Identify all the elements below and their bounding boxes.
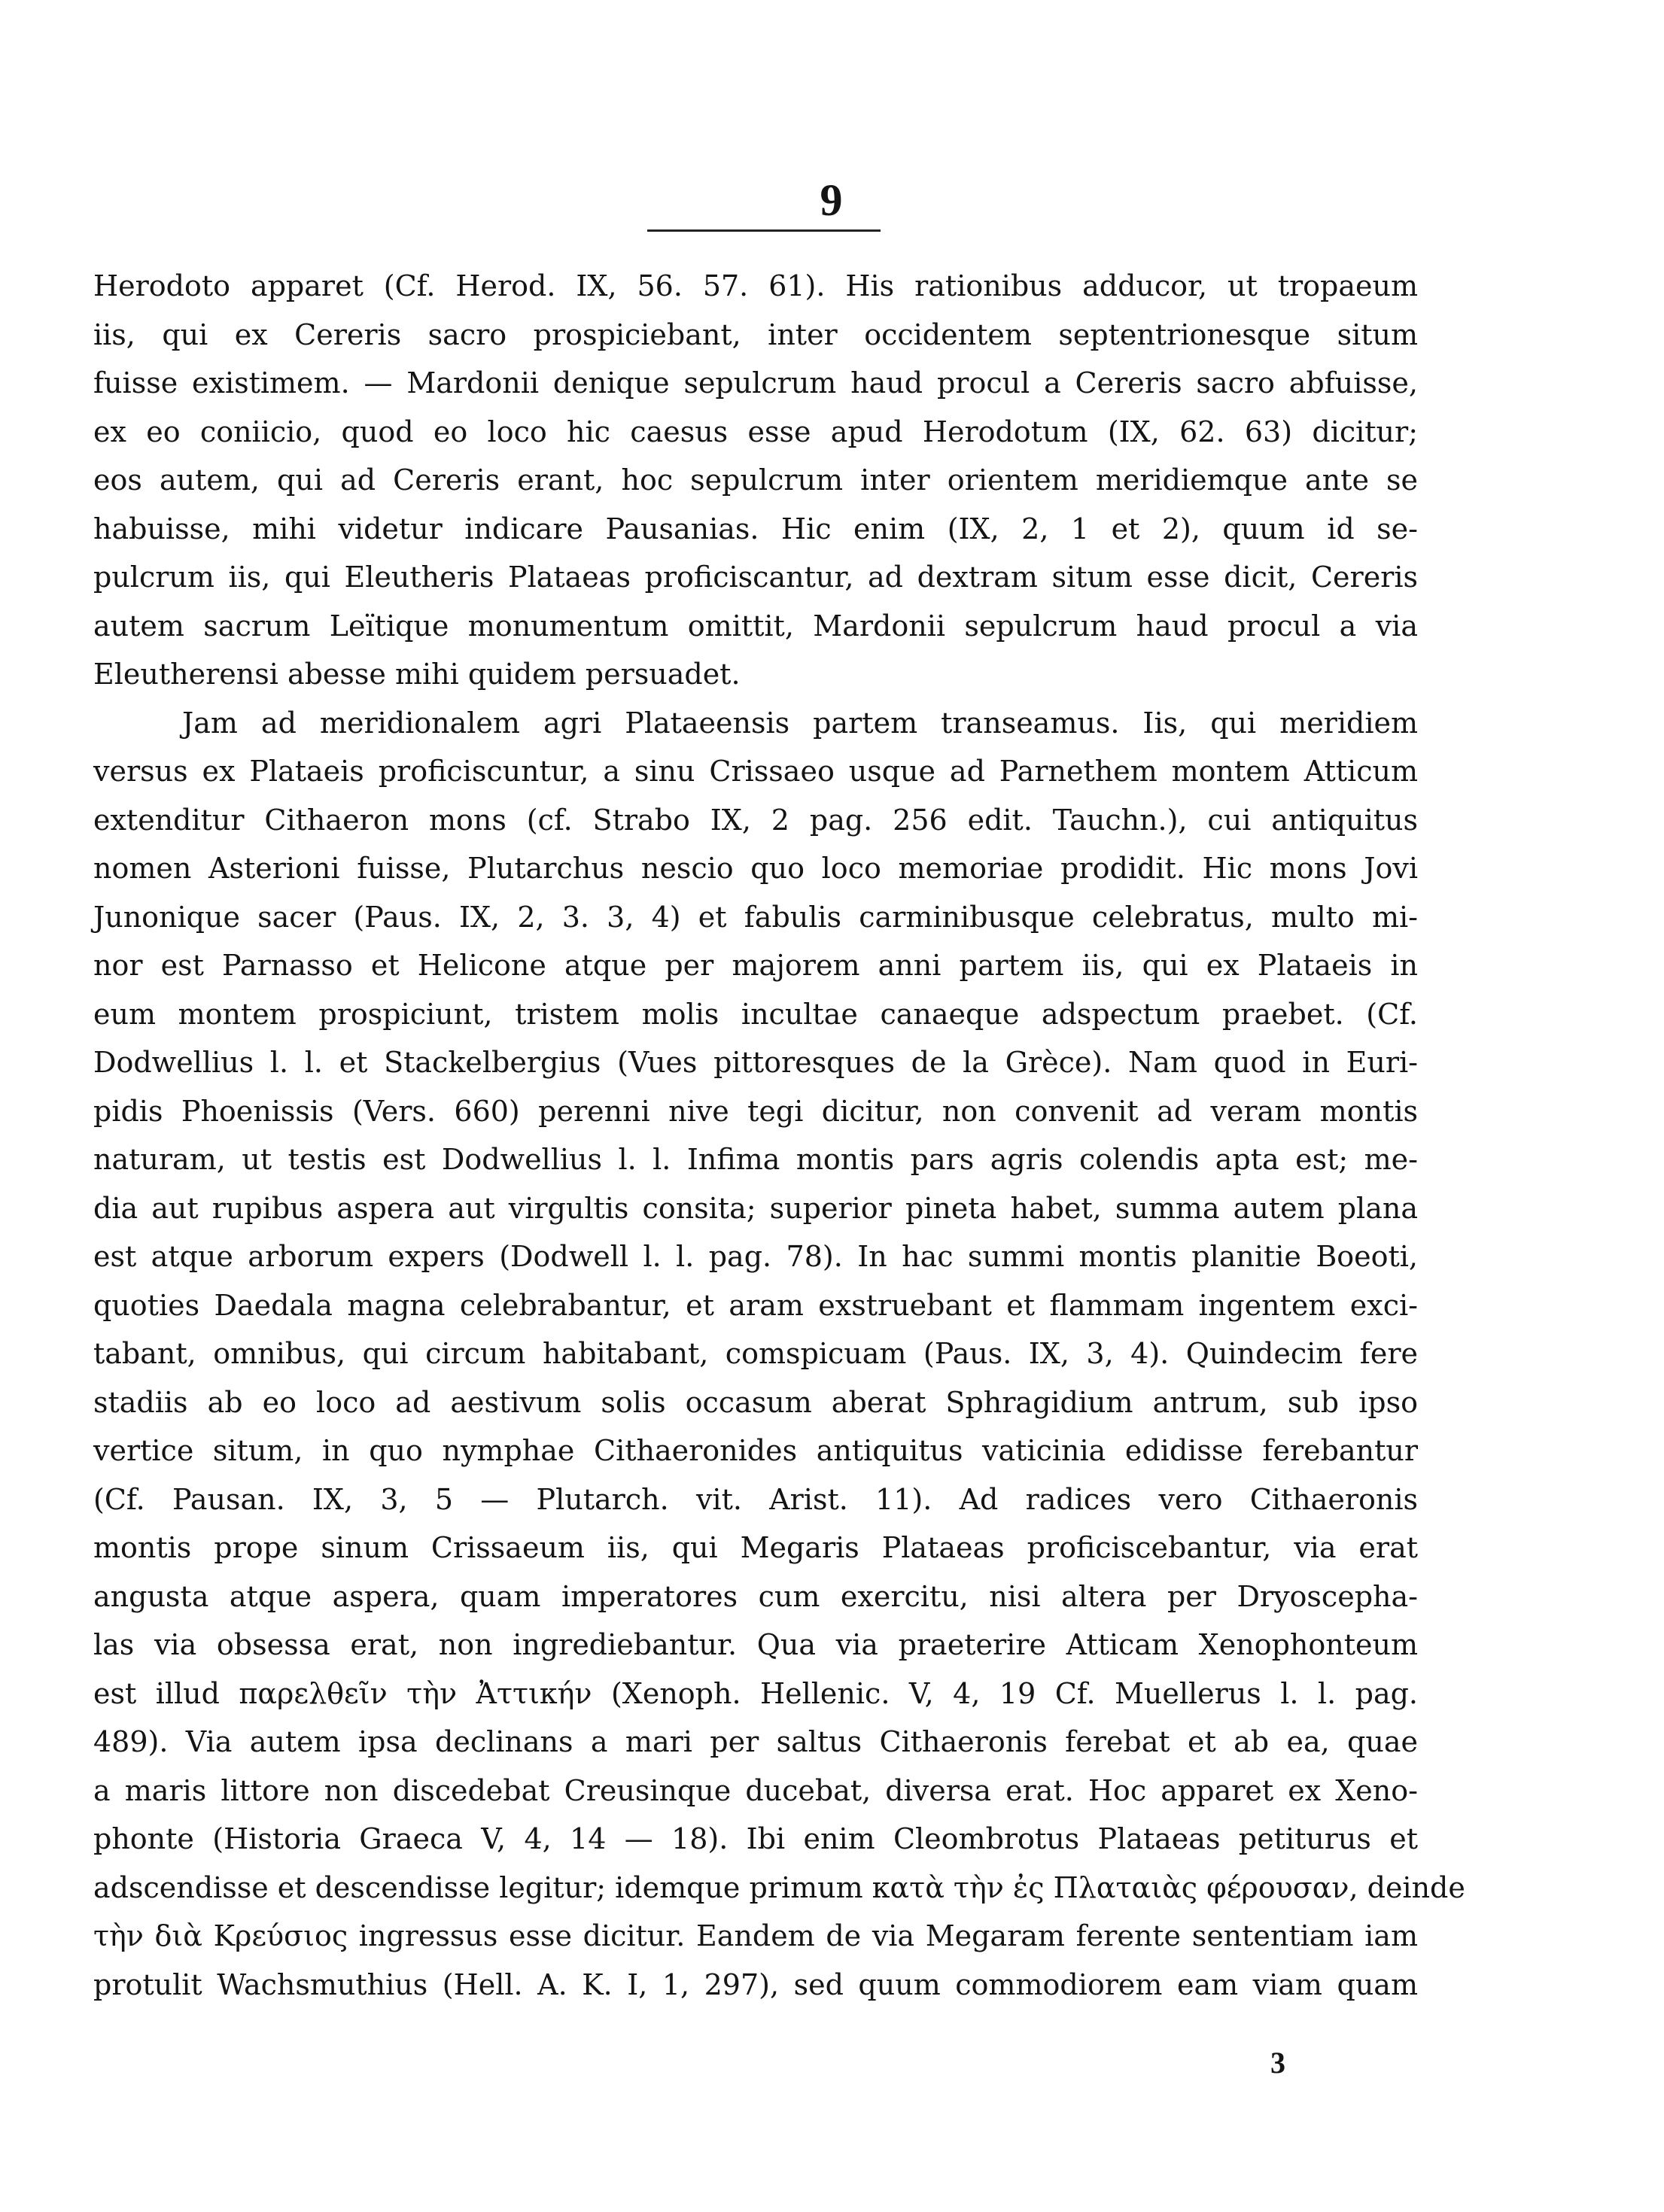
text-line: 489). Via autem ipsa declinans a mari per saltus Cithaeronis ferebat et ab ea, quae [93,1725,1418,1758]
text-line: las via obsessa erat, non ingrediebantur. Qua via praeterire Atticam Xenophonteum [93,1628,1418,1661]
text-line: angusta atque aspera, quam imperatores cum exercitu, nisi altera per Dryoscepha- [93,1579,1418,1613]
body-text [93,262,1465,2009]
text-line: (Cf. Pausan. IX, 3, 5 — Plutarch. vit. Arist. 11). Ad radices vero Cithaeronis [93,1482,1418,1516]
text-line: extenditur Cithaeron mons (cf. Strabo IX, 2 pag. 256 edit. Tauchn.), cui antiquitus [93,803,1418,837]
text-line: Jam ad meridionalem agri Plataeensis partem transeamus. Iis, qui meridiem [182,706,1418,740]
text-line: τὴν διὰ Κρεύσιος ingressus esse dicitur. Eandem de via Megaram ferente sententiam iam [93,1919,1418,1952]
text-line: autem sacrum Leïtique monumentum omittit, Mardonii sepulcrum haud procul a via [93,609,1418,643]
text-line: pidis Phoenissis (Vers. 660) perenni nive tegi dicitur, non convenit ad veram montis [93,1094,1418,1128]
text-line: nor est Parnasso et Helicone atque per majorem anni partem iis, qui ex Plataeis in [93,949,1418,982]
text-line: a maris littore non discedebat Creusinque ducebat, diversa erat. Hoc apparet ex Xeno- [93,1773,1418,1807]
text-line: eum montem prospiciunt, tristem molis incultae canaeque adspectum praebet. (Cf. [93,997,1418,1031]
text-line: est atque arborum expers (Dodwell l. l. pag. 78). In hac summi montis planitie Boeoti, [93,1240,1418,1273]
text-line: Herodoto apparet (Cf. Herod. IX, 56. 57. 61). His rationibus adducor, ut tropaeum [93,269,1418,302]
header-rule [647,229,881,232]
text-line: habuisse, mihi videtur indicare Pausanias. Hic enim (IX, 2, 1 et 2), quum id se- [93,512,1418,545]
text-line: tabant, omnibus, qui circum habitabant, comspicuam (Paus. IX, 3, 4). Quindecim fere [93,1337,1418,1370]
text-line: montis prope sinum Crissaeum iis, qui Megaris Plataeas proficiscebantur, via erat [93,1531,1418,1564]
text-line: phonte (Historia Graeca V, 4, 14 — 18). Ibi enim Cleombrotus Plataeas petiturus et [93,1822,1418,1855]
text-line: quoties Daedala magna celebrabantur, et aram exstruebant et flammam ingentem exci- [93,1288,1418,1322]
page-number: 9 [820,175,844,225]
text-line: versus ex Plataeis proficiscuntur, a sinu Crissaeo usque ad Parnethem montem Atticum [93,755,1418,788]
text-line: fuisse existimem. — Mardonii denique sepulcrum haud procul a Cereris sacro abfuisse, [93,366,1418,400]
text-line: pulcrum iis, qui Eleutheris Plataeas proficiscantur, ad dextram situm esse dicit, Cereris [93,561,1418,594]
text-line: stadiis ab eo loco ad aestivum solis occasum aberat Sphragidium antrum, sub ipso [93,1385,1418,1419]
signature-mark: 3 [1270,2046,1285,2080]
text-line: naturam, ut testis est Dodwellius l. l. Infima montis pars agris colendis apta est; me- [93,1143,1418,1176]
text-line: vertice situm, in quo nymphae Cithaeronides antiquitus vaticinia edidisse ferebantur [93,1434,1418,1467]
text-line: Eleutherensi abesse mihi quidem persuadet. [93,658,741,691]
text-line: eos autem, qui ad Cereris erant, hoc sepulcrum inter orientem meridiemque ante se [93,463,1418,497]
text-line: adscendisse et descendisse legitur; idemque primum κατὰ τὴν ἐς Πλαταιὰς φέρουσαν, deinde [93,1870,1465,1904]
text-line: Dodwellius l. l. et Stackelbergius (Vues pittoresques de la Grèce). Nam quod in Euri- [93,1046,1418,1079]
text-line: protulit Wachsmuthius (Hell. A. K. I, 1, 297), sed quum commodiorem eam viam quam [93,1967,1418,2001]
text-line: nomen Asterioni fuisse, Plutarchus nescio quo loco memoriae prodidit. Hic mons Jovi [93,852,1418,885]
text-line: ex eo coniicio, quod eo loco hic caesus esse apud Herodotum (IX, 62. 63) dicitur; [93,415,1418,448]
text-line: iis, qui ex Cereris sacro prospiciebant, inter occidentem septentrionesque situm [93,318,1418,351]
text-line: est illud παρελθεῖν τὴν Ἀττικήν (Xenoph. Hellenic. V, 4, 19 Cf. Muellerus l. l. pag. [93,1676,1418,1710]
text-line: Junonique sacer (Paus. IX, 2, 3. 3, 4) et fabulis carminibusque celebratus, multo mi- [93,900,1418,934]
text-line: dia aut rupibus aspera aut virgultis consita; superior pineta habet, summa autem plana [93,1191,1418,1225]
